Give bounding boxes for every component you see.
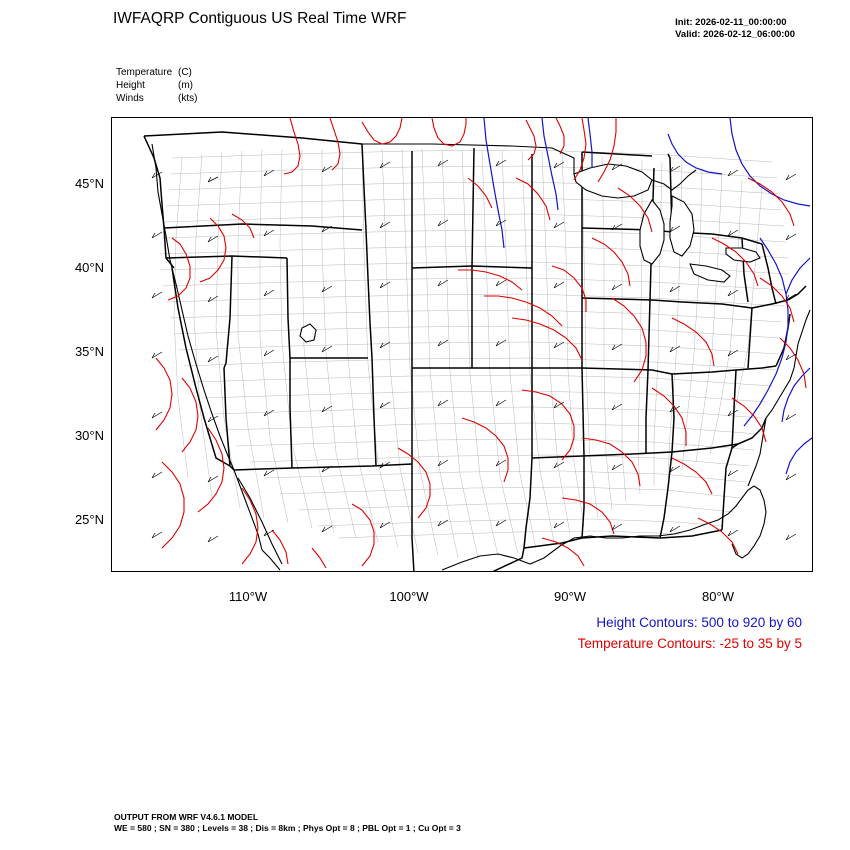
map-canvas — [112, 118, 812, 571]
page-title: IWFAQRP Contiguous US Real Time WRF — [113, 10, 407, 27]
units-row-temperature — [116, 66, 197, 79]
model-footer — [114, 812, 461, 834]
axis-label-lon-80: 80°W — [702, 589, 734, 604]
units-row-winds — [116, 92, 197, 105]
units-value-winds: (kts) — [178, 93, 198, 104]
state-boundaries — [144, 132, 806, 571]
units-legend — [116, 66, 197, 105]
valid-time-label: Valid: 2026-02-12_06:00:00 — [675, 29, 795, 40]
contour-legend — [578, 612, 802, 654]
units-value-temperature: (C) — [178, 67, 192, 78]
units-row-height — [116, 79, 197, 92]
units-label-winds: Winds — [116, 93, 144, 104]
axis-label-lon-100: 100°W — [389, 589, 429, 604]
axis-label-lat-30: 30°N — [74, 428, 104, 443]
axis-label-lon-90: 90°W — [554, 589, 586, 604]
units-value-height: (m) — [178, 80, 193, 91]
axis-label-lat-40: 40°N — [74, 260, 104, 275]
units-label-temperature: Temperature — [116, 67, 173, 78]
wind-barbs — [152, 160, 796, 542]
init-valid-block — [675, 17, 795, 41]
axis-label-lat-35: 35°N — [74, 344, 104, 359]
axis-label-lat-45: 45°N — [74, 176, 104, 191]
footer-line-model: OUTPUT FROM WRF V4.6.1 MODEL — [114, 812, 259, 822]
legend-height-contours: Height Contours: 500 to 920 by 60 — [596, 615, 802, 630]
weather-map-plot[interactable] — [111, 117, 813, 572]
county-lines — [160, 149, 788, 558]
height-contours — [484, 118, 812, 474]
init-time-label: Init: 2026-02-11_00:00:00 — [675, 17, 787, 28]
temperature-contours — [156, 118, 806, 568]
legend-temperature-contours: Temperature Contours: -25 to 35 by 5 — [577, 636, 802, 651]
axis-label-lon-110: 110°W — [228, 589, 268, 604]
units-label-height: Height — [116, 80, 145, 91]
footer-line-config: WE = 580 ; SN = 380 ; Levels = 38 ; Dis = 8km ; Phys Opt = 8 ; PBL Opt = 1 ; Cu Opt = 3 — [114, 823, 461, 833]
axis-label-lat-25: 25°N — [74, 512, 104, 527]
